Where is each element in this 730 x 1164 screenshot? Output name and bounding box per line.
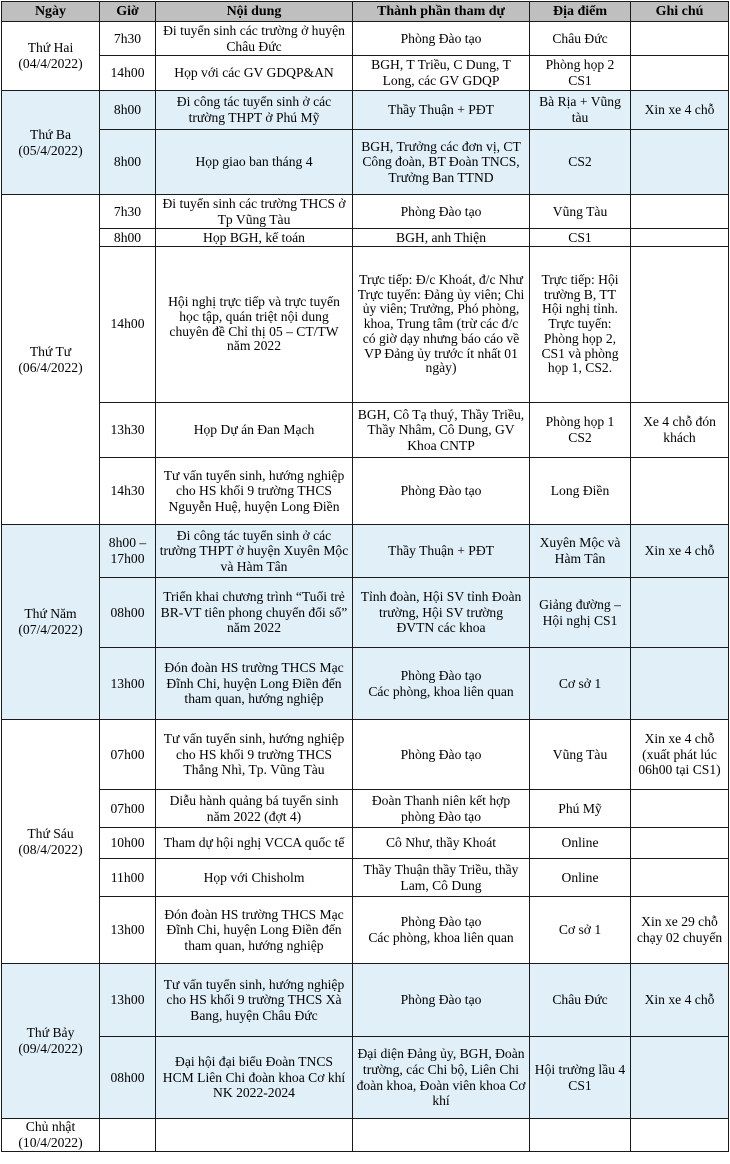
content-cell: Họp với các GV GDQP&AN (156, 56, 353, 91)
day-cell (2, 22, 100, 91)
content-cell: Họp giao ban tháng 4 (156, 130, 353, 195)
location-cell: CS1 (530, 229, 631, 247)
location-cell: Vũng Tàu (530, 195, 631, 229)
table-row (2, 1119, 729, 1152)
time-cell: 7h30 (100, 22, 156, 56)
participants-cell (353, 1119, 530, 1152)
cell-line: ĐVTN các khoa (396, 620, 486, 636)
location-cell: Phòng họp 1 CS2 (530, 403, 631, 458)
table-row (2, 130, 729, 195)
content-cell: Đi công tác tuyển sinh ở các trường THPT ở Phú Mỹ (156, 91, 353, 130)
table-row (2, 648, 729, 720)
day-cell (2, 964, 100, 1119)
table-row (2, 578, 729, 648)
participants-cell: Phòng Đào tạo (353, 22, 530, 56)
content-cell (156, 1119, 353, 1152)
location-cell: Bà Rịa + Vũng tàu (530, 91, 631, 130)
location-cell: Long Điền (530, 458, 631, 525)
time-cell: 13h00 (100, 964, 156, 1037)
content-cell: Hội nghị trực tiếp và trực tuyến học tập, quán triệt nội dung chuyên đề Chỉ thị 05 – CT/TW năm 2022 (156, 247, 353, 403)
time-cell: 8h00 (100, 229, 156, 247)
note-cell (631, 1037, 729, 1119)
time-cell: 14h00 (100, 56, 156, 91)
day-name: Chủ nhật (25, 1119, 76, 1134)
day-name: Thứ Ba (30, 126, 71, 142)
content-cell: Đi tuyển sinh các trường THCS ở Tp Vũng Tàu (156, 195, 353, 229)
content-cell: Đi công tác tuyển sinh ở các trường THPT ở huyện Xuyên Mộc và Hàm Tân (156, 525, 353, 578)
note-cell (631, 1119, 729, 1152)
participants-cell: Thầy Thuận thầy Triều, thầy Lam, Cô Dung (353, 859, 530, 897)
content-cell: Đón đoàn HS trường THCS Mạc Đĩnh Chi, huyện Long Điền đến tham quan, hướng nghiệp (156, 648, 353, 720)
note-cell (631, 648, 729, 720)
header-content: Nội dung (156, 2, 353, 22)
time-cell: 11h00 (100, 859, 156, 897)
time-cell: 13h30 (100, 403, 156, 458)
content-cell: Họp với Chisholm (156, 859, 353, 897)
cell-line: Tỉnh đoàn, Hội SV tỉnh Đoàn trường, Hội SV trường (360, 589, 522, 620)
location-cell: Phú Mỹ (530, 790, 631, 828)
note-cell (631, 130, 729, 195)
participants-cell: Phòng Đào tạo (353, 195, 530, 229)
table-row (2, 91, 729, 130)
day-name: Thứ Sáu (27, 825, 74, 841)
time-cell: 7h30 (100, 195, 156, 229)
note-cell (631, 22, 729, 56)
note-cell: Xin xe 4 chỗ (631, 525, 729, 578)
time-cell: 10h00 (100, 828, 156, 859)
participants-cell: Phòng Đào tạo (353, 720, 530, 790)
cell-line: Trực tuyến: Đảng ủy viên; Chi ủy viên; Trưởng, Phó phòng, khoa, Trung tâm (trừ các đ/c có giờ dạy nhưng báo cáo về VP Đảng ủy trước ít nhất 01 ngày) (357, 286, 525, 376)
location-cell: CS2 (530, 130, 631, 195)
day-date: (09/4/2022) (18, 1041, 83, 1056)
time-cell: 14h30 (100, 458, 156, 525)
participants-cell: Cô Như, thầy Khoát (353, 828, 530, 859)
note-cell: Xin xe 4 chỗ (631, 91, 729, 130)
schedule-body (2, 22, 729, 1152)
day-date: (10/4/2022) (18, 1135, 83, 1150)
table-row (2, 22, 729, 56)
table-row (2, 525, 729, 578)
note-cell: Xe 4 chỗ đón khách (631, 403, 729, 458)
participants-cell (353, 247, 530, 403)
location-cell: Cơ sở 1 (530, 648, 631, 720)
table-row (2, 1037, 729, 1119)
location-cell: Hội trường lầu 4 CS1 (530, 1037, 631, 1119)
header-note: Ghi chú (631, 2, 729, 22)
content-cell: Triển khai chương trình “Tuổi trẻ BR-VT tiên phong chuyển đổi số” năm 2022 (156, 578, 353, 648)
day-name: Thứ Hai (27, 40, 74, 55)
content-cell: Diễu hành quảng bá tuyển sinh năm 2022 (đợt 4) (156, 790, 353, 828)
participants-cell: Thầy Thuận + PĐT (353, 91, 530, 130)
table-row (2, 247, 729, 403)
day-date: (06/4/2022) (18, 359, 83, 375)
participants-cell (353, 578, 530, 648)
day-cell (2, 91, 100, 195)
time-cell: 8h00 – 17h00 (100, 525, 156, 578)
location-cell: Online (530, 828, 631, 859)
header-time: Giờ (100, 2, 156, 22)
table-row (2, 897, 729, 964)
time-cell: 14h00 (100, 247, 156, 403)
note-cell (631, 56, 729, 91)
day-cell (2, 720, 100, 964)
location-cell: Châu Đức (530, 964, 631, 1037)
table-row (2, 229, 729, 247)
content-cell: Họp BGH, kế toán (156, 229, 353, 247)
table-row (2, 828, 729, 859)
table-row (2, 790, 729, 828)
content-cell: Đại hội đại biểu Đoàn TNCS HCM Liên Chi đoàn khoa Cơ khí NK 2022-2024 (156, 1037, 353, 1119)
note-cell: Xin xe 4 chỗ (631, 964, 729, 1037)
day-date: (04/4/2022) (18, 56, 83, 71)
note-cell (631, 195, 729, 229)
content-cell: Đón đoàn HS trường THCS Mạc Đĩnh Chi, huyện Long Điền đến tham quan, hướng nghiệp (156, 897, 353, 964)
note-cell: Xin xe 29 chỗ chạy 02 chuyến (631, 897, 729, 964)
note-cell (631, 247, 729, 403)
day-date: (07/4/2022) (18, 622, 83, 637)
location-cell: Online (530, 859, 631, 897)
time-cell: 13h00 (100, 897, 156, 964)
table-row (2, 403, 729, 458)
day-name: Thứ Bảy (26, 1025, 75, 1040)
note-cell (631, 458, 729, 525)
time-cell: 8h00 (100, 91, 156, 130)
location-cell: Cơ sở 1 (530, 897, 631, 964)
day-name: Thứ Tư (29, 343, 72, 359)
participants-cell: Phòng Đào tạo (353, 458, 530, 525)
time-cell (100, 1119, 156, 1152)
location-cell: Xuyên Mộc và Hàm Tân (530, 525, 631, 578)
time-cell: 07h00 (100, 790, 156, 828)
table-row (2, 195, 729, 229)
participants-cell: Thầy Thuận + PĐT (353, 525, 530, 578)
content-cell: Họp Dự án Đan Mạch (156, 403, 353, 458)
participants-cell: BGH, Trưởng các đơn vị, CT Công đoàn, BT Đoàn TNCS, Trưởng Ban TTND (353, 130, 530, 195)
participants-cell: Đại diện Đảng ủy, BGH, Đoàn trường, các Chi bộ, Liên Chi đoàn khoa, Đoàn viên khoa Cơ khí (353, 1037, 530, 1119)
time-cell: 08h00 (100, 1037, 156, 1119)
note-cell (631, 828, 729, 859)
header-participants: Thành phần tham dự (353, 2, 530, 22)
content-cell: Tham dự hội nghị VCCA quốc tế (156, 828, 353, 859)
cell-line: Các phòng, khoa liên quan (368, 930, 514, 945)
participants-cell: BGH, Cô Tạ thuý, Thầy Triều, Thầy Nhâm, Cô Dung, GV Khoa CNTP (353, 403, 530, 458)
content-cell: Tư vấn tuyển sinh, hướng nghiệp cho HS khối 9 trường THCS Xà Bang, huyện Châu Đức (156, 964, 353, 1037)
time-cell: 07h00 (100, 720, 156, 790)
cell-line: Phòng Đào tạo (400, 914, 482, 930)
table-row (2, 720, 729, 790)
day-cell (2, 525, 100, 720)
cell-line: Phòng Đào tạo (400, 667, 482, 683)
table-row (2, 458, 729, 525)
participants-cell: BGH, T Triều, C Dung, T Long, các GV GDQP (353, 56, 530, 91)
cell-line: Trực tuyến: Phòng họp 2, CS1 và phòng họp 1, CS2. (541, 316, 619, 376)
participants-cell (353, 897, 530, 964)
cell-line: Trực tiếp: Đ/c Khoát, đ/c Như (359, 271, 523, 287)
note-cell (631, 790, 729, 828)
day-cell (2, 1119, 100, 1152)
day-cell (2, 195, 100, 525)
content-cell: Tư vấn tuyển sinh, hướng nghiệp cho HS khối 9 trường THCS Nguyễn Huệ, huyện Long Điền (156, 458, 353, 525)
cell-line: Trực tiếp: Hội trường B, TT Hội nghị tỉnh. (541, 271, 619, 317)
location-cell (530, 1119, 631, 1152)
header-day: Ngày (2, 2, 100, 22)
location-cell: Giảng đường – Hội nghị CS1 (530, 578, 631, 648)
note-cell (631, 229, 729, 247)
time-cell: 08h00 (100, 578, 156, 648)
schedule-table (1, 1, 729, 1152)
location-cell: Vũng Tàu (530, 720, 631, 790)
content-cell: Đi tuyển sinh các trường ở huyện Châu Đức (156, 22, 353, 56)
day-name: Thứ Năm (24, 606, 77, 621)
table-row (2, 964, 729, 1037)
day-date: (05/4/2022) (18, 142, 83, 158)
note-cell (631, 578, 729, 648)
time-cell: 13h00 (100, 648, 156, 720)
time-cell: 8h00 (100, 130, 156, 195)
content-cell: Tư vấn tuyển sinh, hướng nghiệp cho HS khối 9 trường THCS Thắng Nhì, Tp. Vũng Tàu (156, 720, 353, 790)
note-cell (631, 859, 729, 897)
participants-cell: Đoàn Thanh niên kết hợp phòng Đào tạo (353, 790, 530, 828)
participants-cell: BGH, anh Thiện (353, 229, 530, 247)
location-cell: Phòng họp 2 CS1 (530, 56, 631, 91)
location-cell (530, 247, 631, 403)
day-date: (08/4/2022) (18, 841, 83, 857)
participants-cell (353, 648, 530, 720)
table-row (2, 56, 729, 91)
table-row (2, 859, 729, 897)
header-row (2, 2, 729, 22)
cell-line: Các phòng, khoa liên quan (368, 683, 514, 699)
note-cell: Xin xe 4 chỗ (xuất phát lúc 06h00 tại CS1) (631, 720, 729, 790)
participants-cell: Phòng Đào tạo (353, 964, 530, 1037)
location-cell: Châu Đức (530, 22, 631, 56)
header-location: Địa điểm (530, 2, 631, 22)
